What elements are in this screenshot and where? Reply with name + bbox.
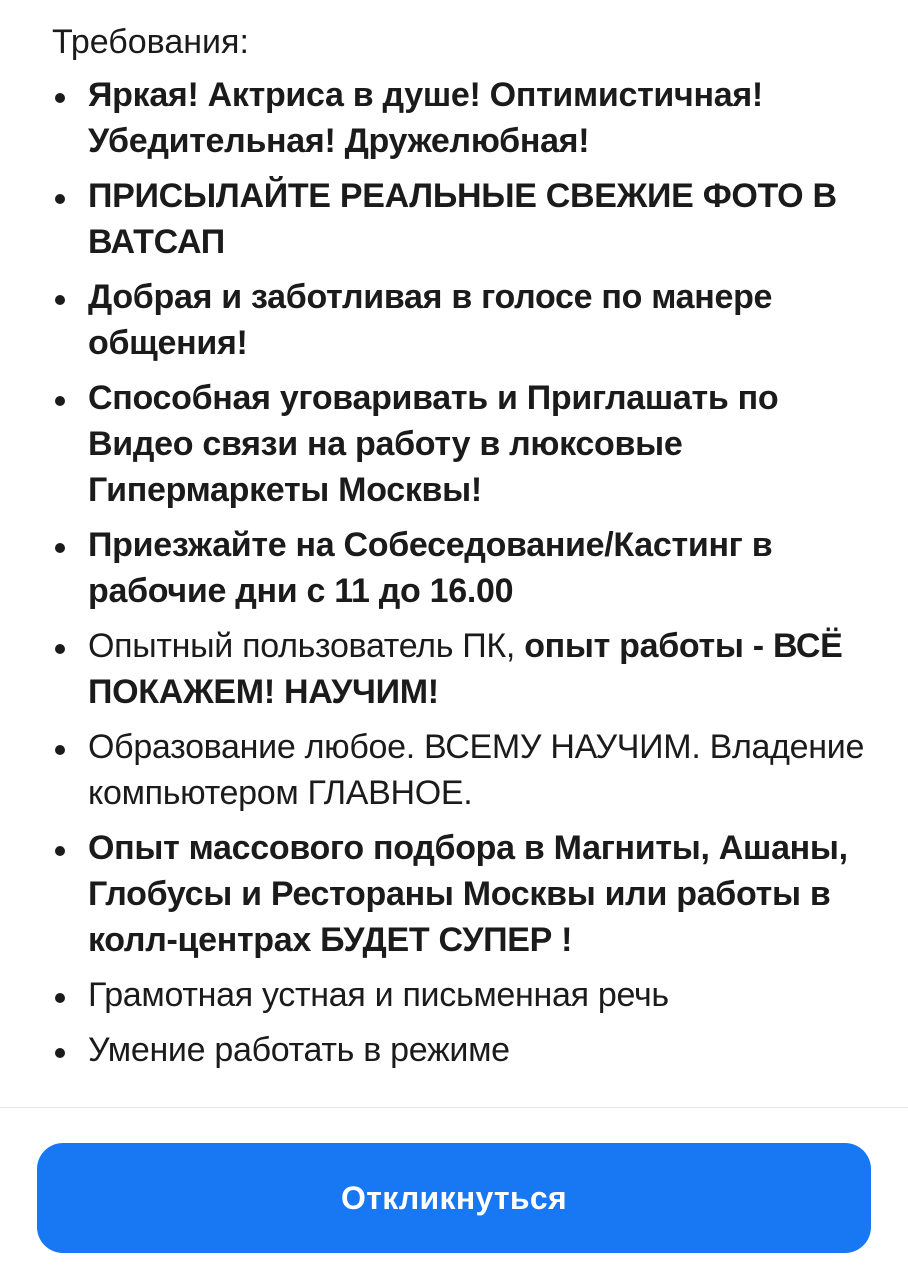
sticky-footer (0, 1108, 908, 1280)
requirement-item-normal-text: Опытный пользователь ПК, (88, 627, 525, 665)
requirement-item: Добрая и заботливая в голосе по манере общения! (52, 274, 868, 366)
apply-button[interactable]: Откликнуться (37, 1143, 871, 1253)
requirement-item: Яркая! Актриса в душе! Оптимистичная! Убедительная! Дружелюбная! (52, 72, 868, 164)
requirement-item: Опыт массового подбора в Магниты, Ашаны, Глобусы и Рестораны Москвы или работы в колл-центрах БУДЕТ СУПЕР ! (52, 825, 868, 963)
requirement-item: ПРИСЫЛАЙТЕ РЕАЛЬНЫЕ СВЕЖИЕ ФОТО В ВАТСАП (52, 173, 868, 265)
requirement-item (52, 623, 868, 715)
requirement-item: Умение работать в режиме (52, 1027, 868, 1073)
requirement-item: Грамотная устная и письменная речь (52, 972, 868, 1018)
requirements-heading: Требования: (52, 23, 249, 61)
requirement-item: Образование любое. ВСЕМУ НАУЧИМ. Владение компьютером ГЛАВНОЕ. (52, 724, 868, 816)
requirement-item: Способная уговаривать и Приглашать по Видео связи на работу в люксовые Гипермаркеты Москвы! (52, 375, 868, 513)
requirement-item-bold-text: опыт работы - ВСЁ ПОКАЖЕМ! НАУЧИМ! (88, 627, 843, 711)
requirement-item: Приезжайте на Собеседование/Кастинг в рабочие дни с 11 до 16.00 (52, 522, 868, 614)
requirements-list (52, 72, 868, 1073)
